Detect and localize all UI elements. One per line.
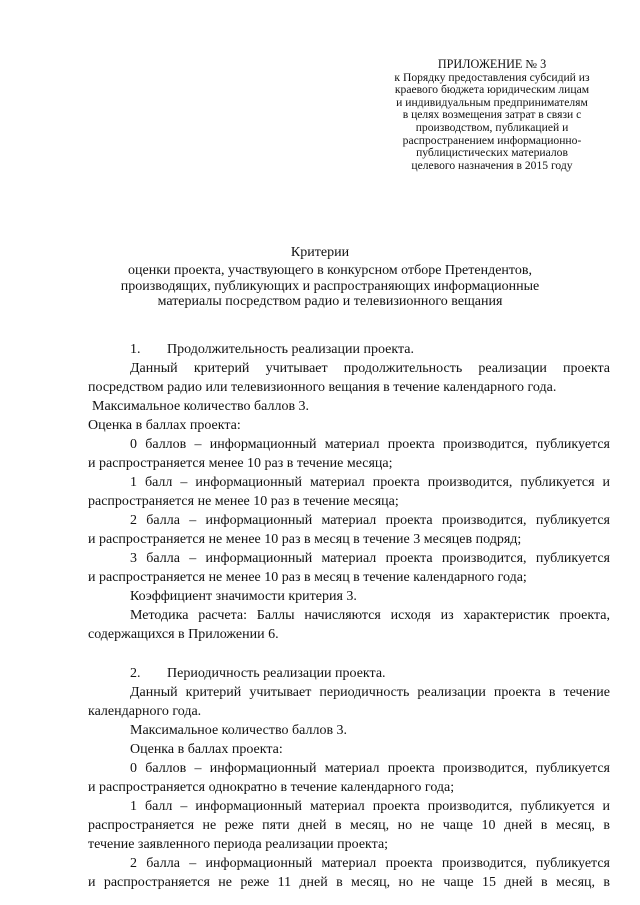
appendix-line: к Порядку предоставления субсидий из <box>394 70 590 84</box>
section1-score-0: 0 баллов – информационный материал проекта производится, публикуется <box>130 437 610 452</box>
document-title: Критерии <box>290 245 350 260</box>
section2-score-0: 0 баллов – информационный материал проекта производится, публикуется <box>130 761 610 776</box>
section1-heading-text: Продолжительность реализации проекта. <box>167 342 414 357</box>
subtitle-line: производящих, публикующих и распространяющих информационные <box>120 278 540 294</box>
section1-max-score: Максимальное количество баллов 3. <box>92 399 310 414</box>
section2-score-1: 1 балл – информационный материал проекта производится, публикуется и <box>130 799 610 814</box>
section1-score-1-cont: распространяется не менее 10 раз в течение месяца; <box>88 494 399 509</box>
section1-score-2: 2 балла – информационный материал проекта производится, публикуется <box>130 513 610 528</box>
section1-score-0-cont: и распространяется менее 10 раз в течение месяца; <box>88 456 393 471</box>
section2-number: 2. <box>130 666 141 681</box>
appendix-line: в целях возмещения затрат в связи с <box>402 108 582 122</box>
appendix-line: производством, публикацией и <box>415 120 569 134</box>
subtitle-line: оценки проекта, участвующего в конкурсном отборе Претендентов, <box>128 263 532 278</box>
document-subtitle <box>80 263 580 310</box>
section1-method: Методика расчета: Баллы начисляются исходя из характеристик проекта, <box>130 608 610 623</box>
section1-score-3-cont: и распространяется не менее 10 раз в месяц в течение календарного года; <box>88 570 527 585</box>
section2-max-score: Максимальное количество баллов 3. <box>130 723 348 738</box>
section2-score-2: 2 балла – информационный материал проекта производится, публикуется <box>130 856 610 871</box>
appendix-line: распространением информационно- <box>402 133 582 147</box>
section2-score-1-cont: распространяется не реже пяти дней в месяц, но не чаще 10 дней в месяц, в <box>88 818 610 833</box>
section2-description-cont: календарного года. <box>88 704 202 719</box>
section1-coefficient: Коэффициент значимости критерия 3. <box>130 589 357 604</box>
subtitle-line: материалы посредством радио и телевизионного вещания <box>157 294 503 309</box>
section1-method-cont: содержащихся в Приложении 6. <box>88 627 279 642</box>
section1-description-cont: посредством радио или телевизионного вещания в течение календарного года. <box>88 380 557 395</box>
appendix-line: и индивидуальным предпринимателям <box>396 95 588 109</box>
section2-score-2-cont: и распространяется не реже 11 дней в месяц, но не чаще 15 дней в месяц, в <box>88 875 610 890</box>
appendix-header <box>378 58 606 172</box>
section1-scores-title: Оценка в баллах проекта: <box>88 418 241 433</box>
section1-heading <box>88 340 610 359</box>
section1-score-2-cont: и распространяется не менее 10 раз в месяц в течение 3 месяцев подряд; <box>88 532 522 547</box>
section1-number: 1. <box>130 342 141 357</box>
appendix-line: краевого бюджета юридическим лицам <box>394 83 590 97</box>
appendix-line: публицистических материалов <box>416 146 568 160</box>
section1-description: Данный критерий учитывает продолжительность реализации проекта <box>130 361 610 376</box>
section2-heading-text: Периодичность реализации проекта. <box>167 666 386 681</box>
section2-score-1-cont2: течение заявленного периода реализации проекта; <box>88 837 389 852</box>
appendix-title: ПРИЛОЖЕНИЕ № 3 <box>437 57 547 71</box>
section-gap <box>88 644 610 664</box>
section1-score-1: 1 балл – информационный материал проекта производится, публикуется и <box>130 475 610 490</box>
document-body <box>88 340 610 892</box>
section2-score-0-cont: и распространяется однократно в течение календарного года; <box>88 780 455 795</box>
section2-description: Данный критерий учитывает периодичность реализации проекта в течение <box>130 685 610 700</box>
section1-score-3: 3 балла – информационный материал проекта производится, публикуется <box>130 551 610 566</box>
section2-scores-title: Оценка в баллах проекта: <box>130 742 283 757</box>
appendix-line: целевого назначения в 2015 году <box>411 158 573 172</box>
section2-heading <box>88 664 610 683</box>
